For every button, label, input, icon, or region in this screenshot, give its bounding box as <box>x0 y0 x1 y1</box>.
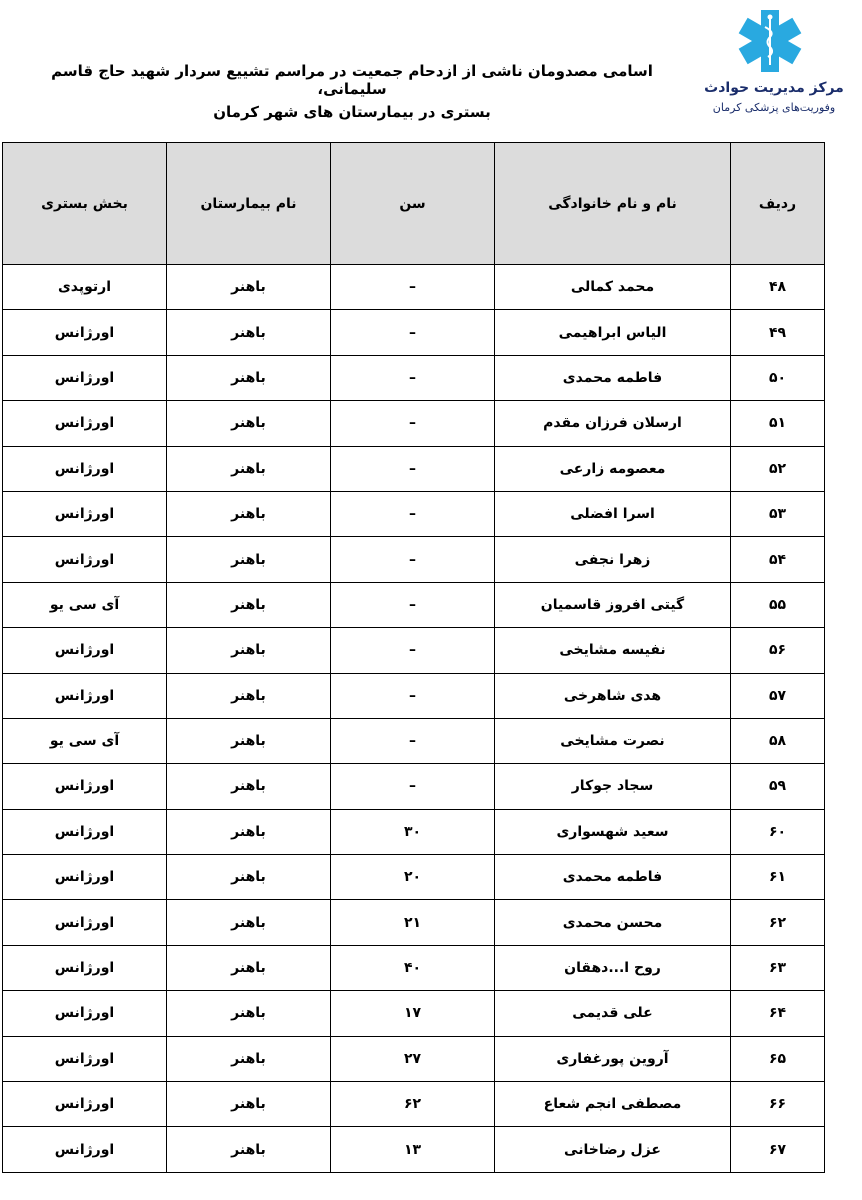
logo-line-1: مرکز مدیریت حوادث <box>704 80 844 96</box>
table-row <box>3 1082 825 1127</box>
cell-row-number: ۴۸ <box>731 265 825 310</box>
cell-age: ۲۱ <box>331 900 495 945</box>
cell-ward: اورژانس <box>3 491 167 536</box>
cell-full-name: علی قدیمی <box>495 991 731 1036</box>
cell-ward: اورژانس <box>3 1127 167 1172</box>
cell-row-number: ۵۷ <box>731 673 825 718</box>
header-ward: بخش بستری <box>3 143 167 265</box>
table-row <box>3 673 825 718</box>
cell-full-name: آروین پورغفاری <box>495 1036 731 1081</box>
cell-row-number: ۵۵ <box>731 582 825 627</box>
table-row <box>3 491 825 536</box>
cell-ward: اورژانس <box>3 673 167 718</box>
patients-table <box>2 142 825 1173</box>
table-header-row <box>3 143 825 265</box>
cell-full-name: گیتی افروز قاسمیان <box>495 582 731 627</box>
cell-hospital: باهنر <box>167 310 331 355</box>
cell-hospital: باهنر <box>167 265 331 310</box>
cell-age: – <box>331 537 495 582</box>
cell-hospital: باهنر <box>167 1082 331 1127</box>
cell-hospital: باهنر <box>167 628 331 673</box>
cell-row-number: ۵۲ <box>731 446 825 491</box>
table-row <box>3 855 825 900</box>
cell-row-number: ۶۷ <box>731 1127 825 1172</box>
cell-ward: اورژانس <box>3 809 167 854</box>
cell-age: ۴۰ <box>331 945 495 990</box>
cell-age: – <box>331 764 495 809</box>
cell-ward: اورژانس <box>3 537 167 582</box>
cell-hospital: باهنر <box>167 764 331 809</box>
table-row <box>3 764 825 809</box>
cell-hospital: باهنر <box>167 491 331 536</box>
cell-full-name: نصرت مشایخی <box>495 718 731 763</box>
cell-hospital: باهنر <box>167 945 331 990</box>
cell-ward: ارتوپدی <box>3 265 167 310</box>
cell-full-name: زهرا نجفی <box>495 537 731 582</box>
cell-ward: اورژانس <box>3 764 167 809</box>
cell-hospital: باهنر <box>167 582 331 627</box>
table-row <box>3 355 825 400</box>
cell-full-name: اسرا افضلی <box>495 491 731 536</box>
cell-age: – <box>331 310 495 355</box>
cell-full-name: فاطمه محمدی <box>495 855 731 900</box>
cell-hospital: باهنر <box>167 900 331 945</box>
cell-full-name: سعید شهسواری <box>495 809 731 854</box>
cell-age: – <box>331 718 495 763</box>
page-title-line-2: بستری در بیمارستان های شهر کرمان <box>213 103 491 121</box>
cell-row-number: ۶۲ <box>731 900 825 945</box>
cell-full-name: ارسلان فرزان مقدم <box>495 401 731 446</box>
cell-ward: اورژانس <box>3 900 167 945</box>
logo-line-2: وفوریت‌های پزشکی کرمان <box>712 101 836 114</box>
cell-hospital: باهنر <box>167 1127 331 1172</box>
cell-age: – <box>331 491 495 536</box>
cell-row-number: ۵۱ <box>731 401 825 446</box>
table-row <box>3 1127 825 1172</box>
header-full-name: نام و نام خانوادگی <box>495 143 731 265</box>
cell-hospital: باهنر <box>167 809 331 854</box>
cell-full-name: عزل رضاخانی <box>495 1127 731 1172</box>
cell-full-name: معصومه زارعی <box>495 446 731 491</box>
header-row-number: ردیف <box>731 143 825 265</box>
cell-ward: آی سی یو <box>3 718 167 763</box>
cell-row-number: ۶۴ <box>731 991 825 1036</box>
cell-ward: آی سی یو <box>3 582 167 627</box>
table-row <box>3 991 825 1036</box>
table-row <box>3 718 825 763</box>
table-row <box>3 446 825 491</box>
logo <box>694 8 854 118</box>
cell-ward: اورژانس <box>3 1036 167 1081</box>
cell-hospital: باهنر <box>167 401 331 446</box>
cell-full-name: هدی شاهرخی <box>495 673 731 718</box>
cell-age: – <box>331 265 495 310</box>
cell-hospital: باهنر <box>167 537 331 582</box>
cell-row-number: ۵۴ <box>731 537 825 582</box>
cell-full-name: روح ا...دهقان <box>495 945 731 990</box>
cell-hospital: باهنر <box>167 991 331 1036</box>
cell-ward: اورژانس <box>3 355 167 400</box>
cell-age: – <box>331 582 495 627</box>
cell-hospital: باهنر <box>167 673 331 718</box>
cell-full-name: محمد کمالی <box>495 265 731 310</box>
cell-hospital: باهنر <box>167 1036 331 1081</box>
cell-age: – <box>331 628 495 673</box>
header-age: سن <box>331 143 495 265</box>
cell-row-number: ۶۵ <box>731 1036 825 1081</box>
cell-hospital: باهنر <box>167 446 331 491</box>
cell-full-name: فاطمه محمدی <box>495 355 731 400</box>
cell-row-number: ۵۶ <box>731 628 825 673</box>
cell-age: ۱۷ <box>331 991 495 1036</box>
cell-age: ۶۲ <box>331 1082 495 1127</box>
cell-age: – <box>331 673 495 718</box>
cell-age: – <box>331 446 495 491</box>
cell-full-name: الیاس ابراهیمی <box>495 310 731 355</box>
table-body <box>3 265 825 1173</box>
cell-age: ۱۳ <box>331 1127 495 1172</box>
cell-full-name: مصطفی انجم شعاع <box>495 1082 731 1127</box>
cell-ward: اورژانس <box>3 446 167 491</box>
cell-row-number: ۶۰ <box>731 809 825 854</box>
star-of-life-icon <box>728 8 812 74</box>
table-row <box>3 265 825 310</box>
cell-age: ۲۰ <box>331 855 495 900</box>
cell-ward: اورژانس <box>3 1082 167 1127</box>
table-row <box>3 809 825 854</box>
table-row <box>3 310 825 355</box>
table-row <box>3 537 825 582</box>
cell-hospital: باهنر <box>167 718 331 763</box>
cell-full-name: سجاد جوکار <box>495 764 731 809</box>
page-title-line-1: اسامی مصدومان ناشی از ازدحام جمعیت در مراسم تشییع سردار شهید حاج قاسم سلیمانی، <box>51 62 653 98</box>
table-row <box>3 945 825 990</box>
cell-hospital: باهنر <box>167 855 331 900</box>
cell-age: – <box>331 401 495 446</box>
cell-ward: اورژانس <box>3 401 167 446</box>
cell-full-name: محسن محمدی <box>495 900 731 945</box>
cell-row-number: ۶۶ <box>731 1082 825 1127</box>
cell-age: ۲۷ <box>331 1036 495 1081</box>
cell-full-name: نفیسه مشایخی <box>495 628 731 673</box>
cell-row-number: ۵۹ <box>731 764 825 809</box>
cell-ward: اورژانس <box>3 991 167 1036</box>
cell-row-number: ۵۰ <box>731 355 825 400</box>
cell-ward: اورژانس <box>3 310 167 355</box>
cell-ward: اورژانس <box>3 628 167 673</box>
cell-hospital: باهنر <box>167 355 331 400</box>
table-row <box>3 401 825 446</box>
cell-row-number: ۵۸ <box>731 718 825 763</box>
header-hospital: نام بیمارستان <box>167 143 331 265</box>
table-row <box>3 900 825 945</box>
cell-row-number: ۶۱ <box>731 855 825 900</box>
cell-ward: اورژانس <box>3 855 167 900</box>
cell-row-number: ۵۳ <box>731 491 825 536</box>
table-row <box>3 1036 825 1081</box>
cell-row-number: ۴۹ <box>731 310 825 355</box>
table-row <box>3 628 825 673</box>
cell-row-number: ۶۳ <box>731 945 825 990</box>
cell-ward: اورژانس <box>3 945 167 990</box>
table-row <box>3 582 825 627</box>
cell-age: ۳۰ <box>331 809 495 854</box>
cell-age: – <box>331 355 495 400</box>
